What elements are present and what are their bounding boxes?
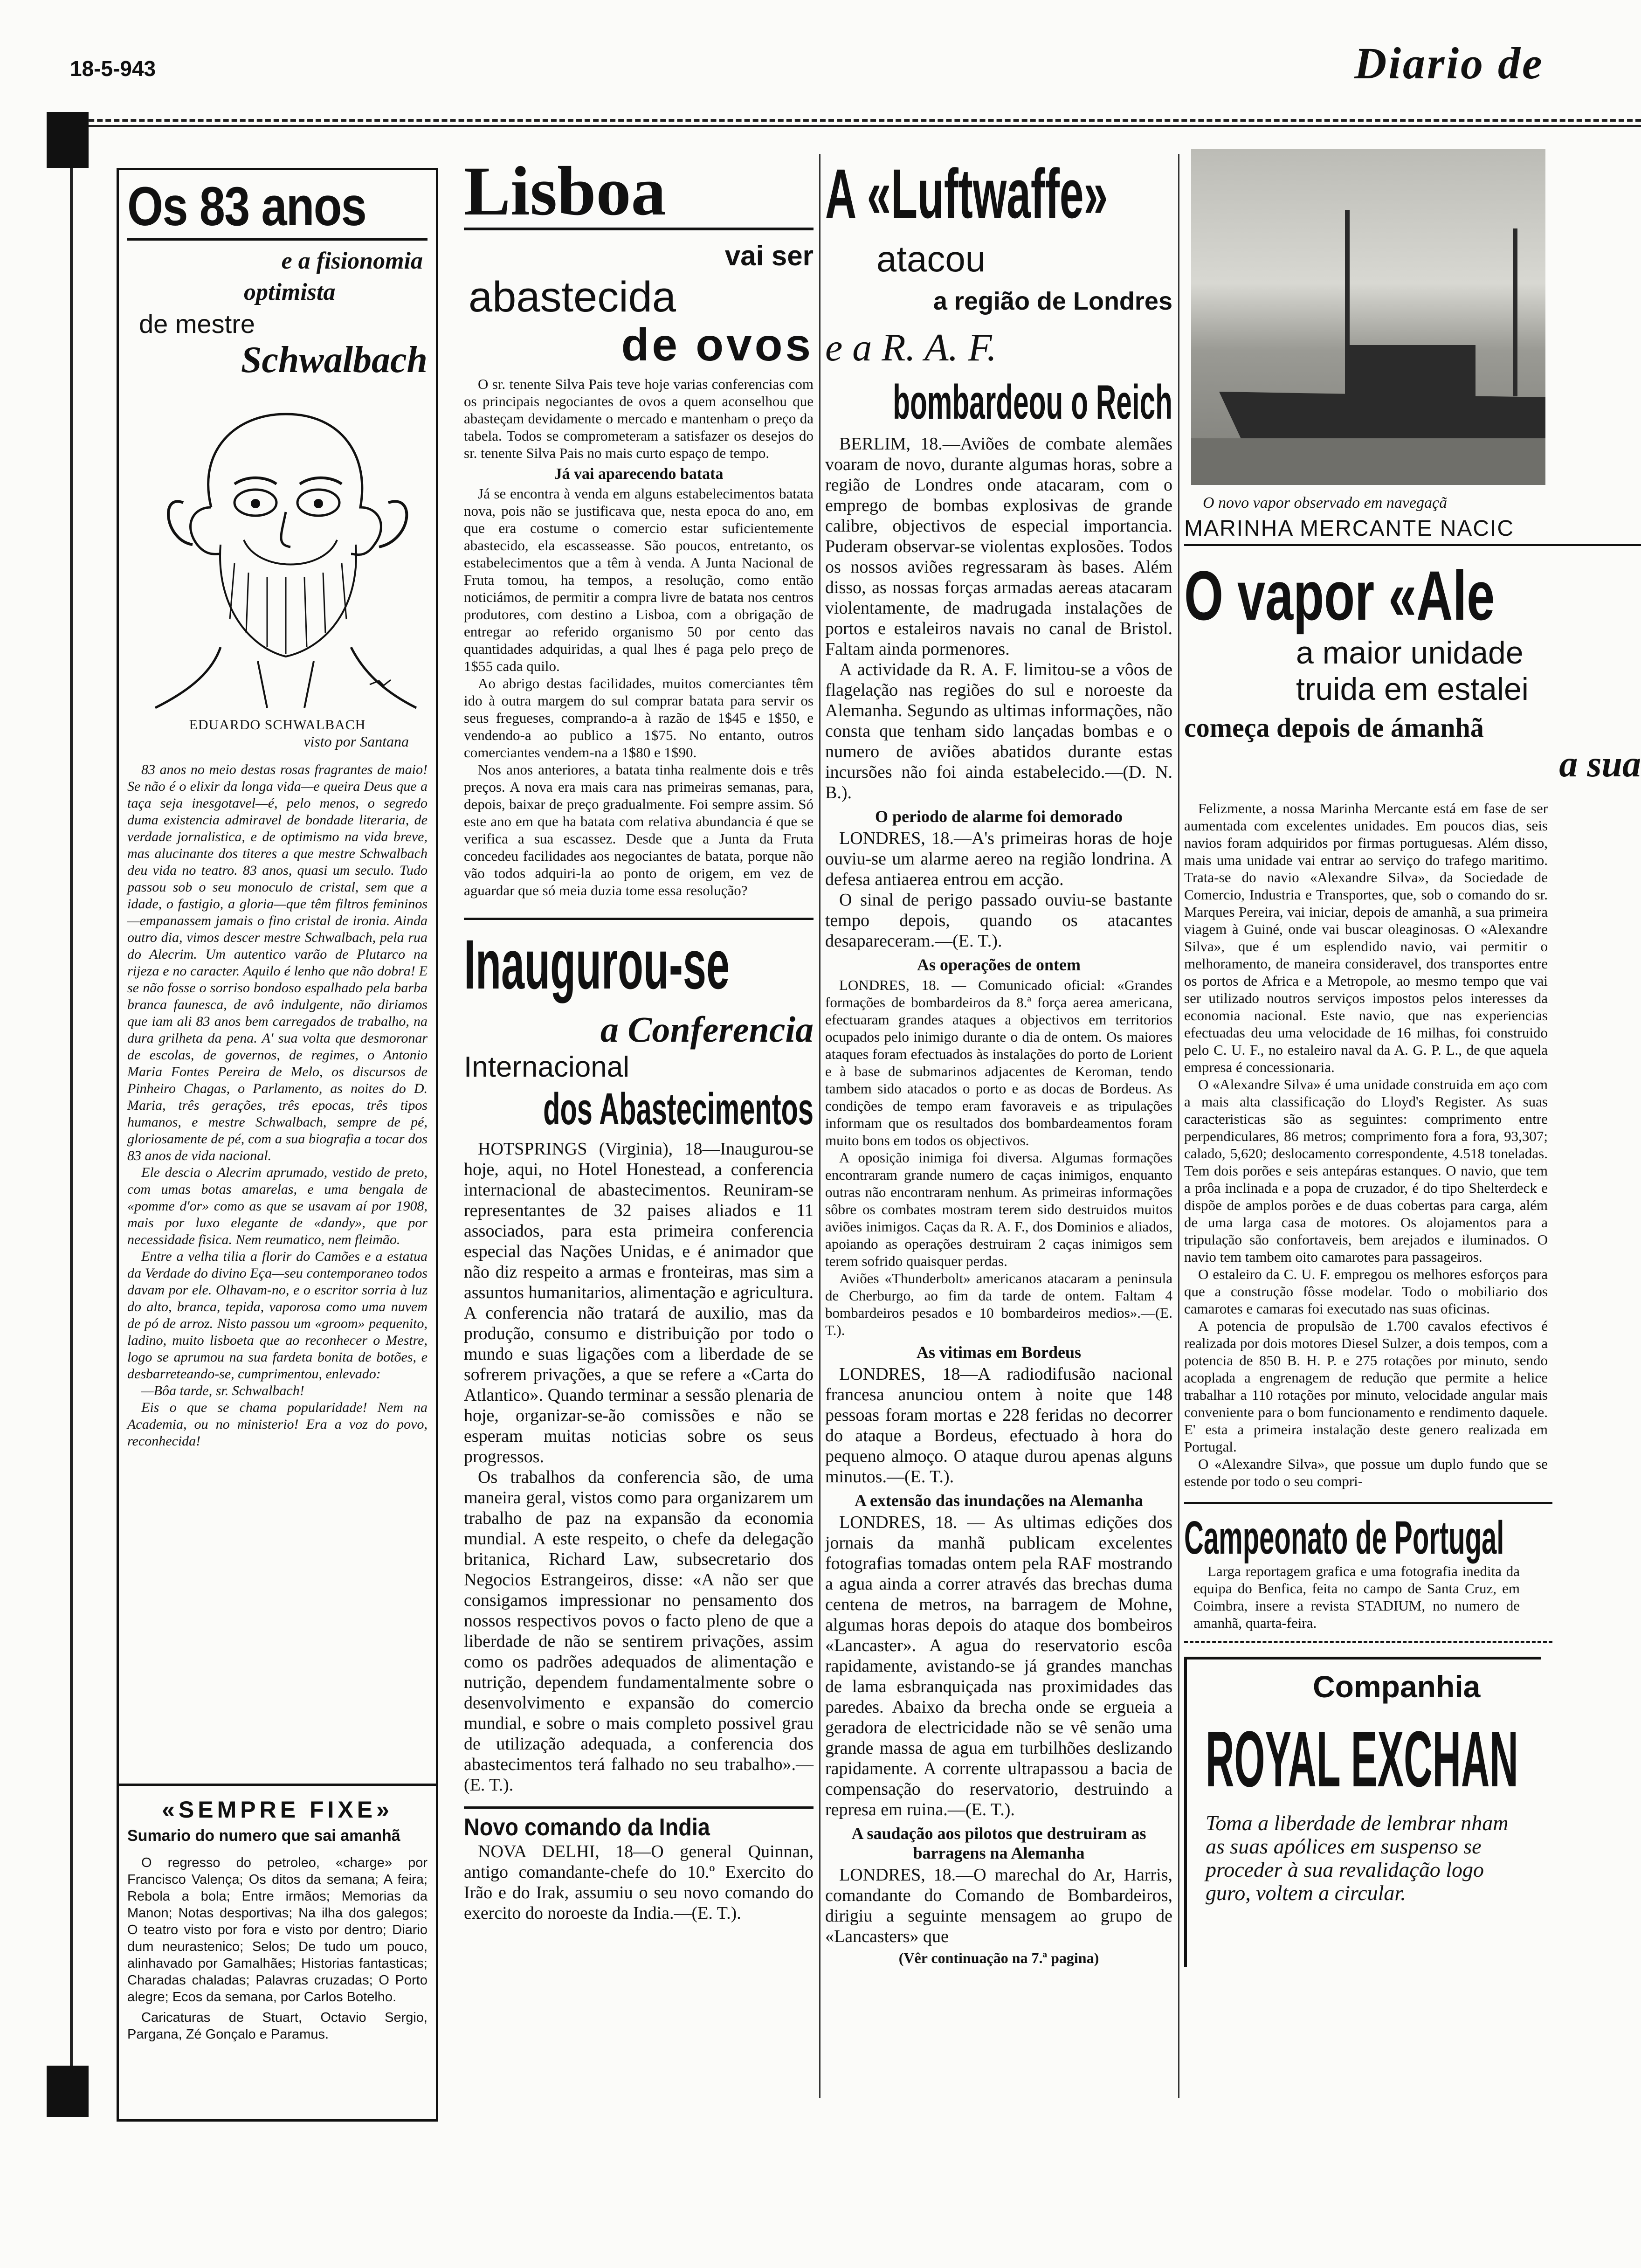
vapor-body: [1184, 800, 1548, 1490]
saudacao-body: [825, 1865, 1172, 1947]
headline-abastecida: abastecida: [469, 273, 676, 321]
inundacoes-body: [825, 1512, 1172, 1820]
headline-os-83-anos: Os 83 anos: [127, 176, 366, 237]
royal-exchange-ad: [1184, 1657, 1541, 1967]
headline-comeca: começa depois de ámanhã: [1184, 712, 1484, 743]
headline-lisboa: Lisboa: [464, 159, 814, 230]
paragraph: Ele descia o Alecrim aprumado, vestido de preto, com umas botas amarelas, e uma bengala de «pomme d'or» como as que se usavam aí por 1908, mais por luxo elegante de «dandy», que por necessidade fisica. Nem reumatico, nem fleimão.: [127, 1165, 427, 1247]
ship-superstructure: [1345, 345, 1476, 396]
ovos-body: [464, 375, 814, 462]
schwalbach-body: [127, 761, 427, 1450]
vapor-article: [1184, 149, 1641, 1967]
sempre-fixe-title: «SEMPRE FIXE»: [162, 1797, 393, 1823]
headline-bombardeou: bombardeou o Reich: [893, 375, 1172, 429]
paragraph: Eis o que se chama popularidade! Nem na Academia, ou no ministerio! Era a voz do povo, reconhecida!: [127, 1400, 427, 1449]
conferencia-article: [464, 925, 814, 1795]
sempre-fixe-box: [119, 1784, 436, 2053]
masthead: Diario de: [1354, 38, 1544, 88]
paragraph: A actividade da R. A. F. limitou-se a vôos de flagelação nas regiões do sul e noroeste da Alemanha. Segundo as ultimas informações, não consta que tenham sido lançadas bombas e o numero de aviões abatidos durante estas incursões não foi ainda estabelecido.—(D. N. B.).: [825, 660, 1172, 802]
india-body: [464, 1841, 814, 1923]
headline-vapor: O vapor «Ale: [1184, 556, 1495, 635]
margin-black-bar-top: [47, 112, 89, 168]
sea: [1191, 438, 1545, 485]
paragraph: LONDRES, 18.—A's primeiras horas de hoje ouviu-se um alarme aereo na região londrina. A defesa antiaerea entrou em acção.: [825, 829, 1172, 889]
berlim-body: [825, 434, 1172, 803]
sempre-fixe-body: [127, 1854, 427, 2043]
column-rule-3: [1178, 154, 1179, 2098]
headline-vai-ser: vai ser: [724, 240, 814, 271]
paragraph: Entre a velha tilia a florir do Camões e a estatua da Verdade do divino Eça—seu contemporaneo todos davam por ele. Olhavam-no, e o escritor sorria à luz do alto, branca, tepida, vaporosa como uma nuvem de pó de arroz. Nisto passou um «groom» pequenito, ladino, muito lisboeta que ao reconhecer o Mestre, logo se aprumou na sua fardeta bonita de botões, e desbarreteando-se, cumprimentou, enlevado:: [127, 1249, 427, 1382]
subhead-operacoes: As operações de ontem: [917, 955, 1081, 974]
top-rule-dashed: [47, 119, 1641, 122]
paragraph: A oposição inimiga foi diversa. Algumas formações encontraram grande numero de caças inimigos, enquanto outras não encontraram nenhum. As primeiras informações sôbre os combates mostram terem sido destruidos muitos aviões inimigos. Caças da R. A. F., dos Dominios e aliados, apoiando as operações destruiram 2 caças inimigos sem terem sofrido quaisquer perdas.: [825, 1149, 1172, 1269]
photo-caption: O novo vapor observado em navegaçã: [1203, 494, 1448, 512]
deck-de-mestre: de mestre: [139, 309, 255, 339]
luftwaffe-article: [825, 154, 1172, 1967]
paragraph: Felizmente, a nossa Marinha Mercante está em fase de ser aumentada com excelentes unidades. Em poucos dias, seis navios foram adquiridos por firmas portuguesas. Além disso, mais uma unidade vai entrar ao serviço do trafego maritimo. Trata-se do navio «Alexandre Silva», da Sociedade de Comercio, Industria e Transportes, que, sob o comando do sr. Marques Pereira, vai iniciar, depois de amanhã, a sua primeira viagem à Guiné, onde vai buscar oleaginosas. O «Alexandre Silva», que é um esplendido navio, vai permitir o melhoramento, de maneira consideravel, dos transportes entre os portos de Africa e a Metropole, ao mesmo tempo que vai ser utilizado noutros serviços impostos pelos interesses da economia nacional. Este navio, que nas experiencias efectuadas deu uma velocidade de 16 milhas, foi construido pelo C. U. F., no estaleiro naval da A. G. P. L., de que aquela empresa é concessionaria.: [1184, 800, 1548, 1075]
subhead-saudacao: A saudação aos pilotos que destruiram as barragens na Alemanha: [851, 1824, 1146, 1862]
headline-estaleiro: truida em estalei: [1296, 671, 1529, 707]
headline-campeonato: Campeonato de Portugal: [1184, 1512, 1504, 1564]
headline-a-sua: a sua: [1559, 744, 1641, 785]
batata-body: [464, 485, 814, 899]
headline-a-conferencia: a Conferencia: [600, 1009, 814, 1050]
paragraph: Caricaturas de Stuart, Octavio Sergio, Pargana, Zé Gonçalo e Paramus.: [127, 2010, 427, 2042]
deck-fisionomia: e a fisionomia: [281, 248, 423, 274]
paragraph: Já se encontra à venda em alguns estabelecimentos batata nova, pois não se justificava que, nesta epoca do ano, em que era costume o comercio estar suficientemente abastecido, ela escasseasse. São poucos, entretanto, os estabelecimentos que a têm à venda. A Junta Nacional de Fruta tomou, ha tempos, a resolução, como então noticiámos, de permitir a compra livre de batata nos centros produtores, com destino a Lisboa, com a obrigação de entregar ao referido organismo 50 por cento das quantidades adquiridas, a qual lhes é paga pelo preço de 1$55 cada quilo.: [464, 485, 814, 674]
paragraph: O sinal de perigo passado ouviu-se bastante tempo depois, quando os atacantes desapareceram.—(E. T.).: [825, 890, 1172, 951]
paragraph: Nos anos anteriores, a batata tinha realmente dois e três preços. A nova era mais cara nas primeiras semanas, para, depois, baixar de preço gradualmente. Foi sempre assim. Só este ano em que ha batata com relativa abundancia é que se verifica a sua escassez. Desde que a Junta da Fruta concedeu facilidades aos negociantes de batata, porque não vão todos adquiri-la ao ponto de origem, em vez de aguardar que só meia duzia tome essa resolução?: [464, 761, 814, 899]
top-rule: [47, 125, 1641, 127]
paragraph: NOVA DELHI, 18—O general Quinnan, antigo comandante-chefe do 10.º Exercito do Irão e do Irak, assumiu o seu novo comando do exercito do noroeste da India.—(E. T.).: [464, 1842, 814, 1923]
paragraph: BERLIM, 18.—Aviões de combate alemães voaram de novo, durante algumas horas, sobre a região de Londres onde atacaram, com o emprego de bombas explosivas de grande calibre, objectivos de especial importancia. Puderam observar-se violentas explosões. Todos os nossos aviões regressaram às bases. Além disso, as nossas forças armadas aereas atacaram violentamente, de madrugada instalações de portos e estaleiros navais no canal de Bristol. Faltam ainda pormenores.: [825, 434, 1172, 659]
margin-black-bar-bottom: [47, 2066, 89, 2117]
headline-raf: e a R. A. F.: [825, 326, 997, 369]
lisboa-ovos-article: [464, 152, 814, 1923]
paragraph: Os trabalhos da conferencia são, de uma maneira geral, vistos como para organizarem um trabalho de paz na expansão da economia mundial. A este respeito, o chefe da delegação britanica, Richard Law, subsecretario dos Negocios Estrangeiros, disse: «A não ser que consigamos impressionar no pensamento dos nossos respectivos povos o facto pleno de que a liberdade de não se sentirem privações, assim como os padrões adequados de alimentação e nutrição, dependem fundamentalmente sobre o desenvolvimento e expansão do comercio mundial, e sobre o mais completo possivel grau de utilização adequada, a conferencia dos abastecimentos terá falhado no seu trabalho».—(E. T.).: [464, 1467, 814, 1795]
paragraph: O «Alexandre Silva» é uma unidade construida em aço com a mais alta classificação do Lloyd's Register. As suas caracteristicas são as seguintes: comprimento entre perpendiculares, 86 metros; comprimento fora a fora, 93,307; calado, 5,620; deslocamento correspondente, 4.518 toneladas. Tem dois porões e seis antepáras estanques. O navio, que tem a prôa inclinada e a popa de cruzador, é do tipo Shelterdeck e dispõe de amplos porões e de duas cobertas para carga, além de uma larga casa de motores. Os alojamentos para a tripulação são confortaveis, bem arejados e iluminados. O navio tem tambem oito camarotes para passageiros.: [1184, 1076, 1548, 1265]
bordeus-body: [825, 1364, 1172, 1487]
headline-novo-comando: Novo comando da India: [464, 1814, 710, 1841]
campeonato-body: [1193, 1563, 1520, 1632]
headline-dos-abastecimentos: dos Abastecimentos: [543, 1084, 814, 1134]
conferencia-body: [464, 1139, 814, 1795]
column-rule-2: [819, 154, 820, 2098]
headline-regiao-londres: a região de Londres: [933, 287, 1172, 315]
ad-text: Toma a liberdade de lembrar nham as suas apólices em suspenso se proceder à sua revalidação logo guro, voltem a circular.: [1206, 1811, 1509, 1905]
deck-schwalbach: Schwalbach: [241, 339, 427, 380]
subhead-inundacoes: A extensão das inundações na Alemanha: [854, 1491, 1144, 1510]
ship-mast-fore: [1345, 210, 1350, 350]
headline-internacional: Internacional: [464, 1051, 630, 1083]
ad-companhia: Companhia: [1313, 1669, 1481, 1704]
schwalbach-article: [117, 168, 438, 2122]
caricature-drawing: [127, 386, 427, 712]
headline-inaugurou-se: Inaugurou-se: [464, 925, 730, 1003]
ad-royal-exchange: ROYAL EXCHAN: [1206, 1715, 1518, 1804]
headline-de-ovos: de ovos: [621, 319, 814, 370]
subhead-batata: Já vai aparecendo batata: [554, 465, 724, 483]
paragraph: O regresso do petroleo, «charge» por Francisco Valença; Os ditos da semana; A feira; Rebola a bola; Entre irmãos; Memorias da Manon; Notas desportivas; Na ilha dos galegos; O teatro visto por fora e visto por dentro; Diario dum neurastenico; Selos; De tudo um pouco, alinhavado por Gamalhães; Historias fantasticas; Charadas chaladas; Palavras cruzadas; O Porto alegre; Ecos da semana, por Carlos Botelho.: [127, 1855, 427, 2005]
paragraph: HOTSPRINGS (Virginia), 18—Inaugurou-se hoje, aqui, no Hotel Honestead, a conferencia internacional de abastecimentos. Reuniram-se representantes de 32 paises aliados e 11 associados, para esta primeira conferencia especial das Nações Unidas, e é animador que não diz respeito a armas e fronteiras, mas sim a assuntos humanitarios, alimentação e agricultura. A conferencia não tratará de auxilio, mas da produção, consumo e distribuição por todo o mundo e suas ligações com a liberdade de se sofrerem privações, a que se refere a «Carta do Atlantico». Quando terminar a sessão plenaria de hoje, organizar-se-ão comissões e não se esperam muitas noticias sobre os seus progressos.: [464, 1139, 814, 1466]
paragraph: LONDRES, 18—A radiodifusão nacional francesa anunciou ontem à noite que 148 pessoas foram mortas e 228 feridas no decorrer do ataque a Bordeus, efectuado à hora do pequeno almoço. O ataque durou apenas alguns minutos.—(E. T.).: [825, 1364, 1172, 1487]
paragraph: 83 anos no meio destas rosas fragrantes de maio! Se não é o elixir da longa vida—e queira Deus que a taça seja inesgotavel—é, pelo menos, o segredo duma existencia admiravel de bondade literaria, de verdade jornalistica, e de optimismo na vida breve, mas alucinante dos titeres a que mestre Schwalbach deu vida no teatro. 83 anos, quasi um seculo. Tudo passou sob o seu monoculo de cristal, sem que a idade, o fastigio, a gloria—que têm filtros femininos—empanassem jamais o fino cristal de ironia. Ainda outro dia, vimos descer mestre Schwalbach, pela rua do Alecrim. Um autentico varão de Plutarco na rijeza e no caracter. Aquilo é lenho que não dobra! E se não fosse o sorriso bondoso espalhado pela barba branca faunesca, de avô indulgente, não diriamos que iam ali 83 anos bem carregados de trabalho, na dura grilheta da pena. A' sua volta que desmoronar de escolas, de governos, de regimes, o Antonio Maria Fontes Pereira de Melo, os discursos de Pinheiro Chagas, o Parlamento, as noites do D. Maria, três gerações, três epocas, três tipos humanos, e mestre Schwalbach, sempre de pé, gloriosamente de pé, com a sua biografia a tocar dos 83 anos de vida nacional.: [127, 762, 427, 1163]
paragraph: —Bôa tarde, sr. Schwalbach!: [141, 1383, 304, 1398]
page-date: 18-5-943: [70, 56, 156, 81]
sempre-fixe-subtitle: Sumario do numero que sai amanhã: [127, 1827, 400, 1845]
caricature-caption-artist: visto por Santana: [303, 733, 409, 750]
headline-maior-unidade: a maior unidade: [1296, 635, 1524, 671]
paragraph: Larga reportagem grafica e uma fotografia inedita da equipa do Benfica, feita no campo de Santa Cruz, em Coimbra, insere a revista STADIUM, no numero de amanhã, quarta-feira.: [1193, 1563, 1520, 1631]
paragraph: Ao abrigo destas facilidades, muitos comerciantes têm ido à outra margem do sul comprar batata para servir os seus fregueses, comprando-a à razão de 1$45 e 1$50, e vendendo-a ao publico a 1$75. No entanto, outros comerciantes vendem-na a 1$80 e 1$90.: [464, 675, 814, 761]
kicker-marinha: MARINHA MERCANTE NACIC: [1184, 516, 1641, 546]
headline-luftwaffe: A «Luftwaffe»: [825, 154, 1108, 233]
operacoes-body: [825, 976, 1172, 1339]
paragraph: A potencia de propulsão de 1.700 cavalos efectivos é realizada por dois motores Diesel Sulzer, a dois tempos, com a potencia de 850 B. H. P. e 275 rotações por minuto, sendo acoplada a engrenagem de redução que permite a helice trabalhar a 110 rotações por minuto, velocidade angular mais conveniente para o bom funcionamento e rendimento daquele. E' esta a primeira instalação deste genero realizada em Portugal.: [1184, 1318, 1548, 1455]
paragraph: O «Alexandre Silva», que possue um duplo fundo que se estende por todo o seu compri-: [1184, 1456, 1548, 1489]
caricature-caption-name: EDUARDO SCHWALBACH: [189, 717, 366, 733]
ship-mast-aft: [1513, 228, 1517, 396]
paragraph: LONDRES, 18. — Comunicado oficial: «Grandes formações de bombardeiros da 8.ª força aerea americana, efectuaram grandes ataques a objectivos em territorios ocupados pelo inimigo durante o dia de ontem. Os maiores ataques foram efectuados às instalações do porto de Lorient e à base de submarinos adjacentes de Keroman, tendo tambem sido atacados o porto e as docas de Bordeus. As condições de tempo eram favoraveis e as tripulações informam que os resultados dos bombardeamentos foram muito bons em todos os objectivos.: [825, 977, 1172, 1148]
paragraph: Aviões «Thunderbolt» americanos atacaram a peninsula de Cherburgo, ao fim da tarde de ontem. Faltam 4 bombardeiros pesados e 10 bombardeiros medios».—(E. T.).: [825, 1270, 1172, 1338]
left-margin-rule: [70, 168, 73, 2066]
alarme-body: [825, 828, 1172, 951]
subhead-alarme: O periodo de alarme foi demorado: [875, 807, 1123, 826]
ship-photo: [1191, 149, 1545, 485]
deck-optimista: optimista: [244, 279, 336, 305]
headline-atacou: atacou: [876, 238, 986, 279]
paragraph: O sr. tenente Silva Pais teve hoje varias conferencias com os principais negociantes de ovos a quem aconselhou que abasteçam devidamente o mercado e mantenham o preço da tabela. Todos se comprometeram a satisfazer os desejos do sr. tenente Silva Pais no mais curto espaço de tempo.: [464, 376, 814, 461]
paragraph: LONDRES, 18.—O marechal do Ar, Harris, comandante do Comando de Bombardeiros, dirigiu a seguinte mensagem ao grupo de «Lancasters» que: [825, 1865, 1172, 1946]
paragraph: O estaleiro da C. U. F. empregou os melhores esforços para que a construção fôsse modelar. Todo o mobiliario dos camarotes e camaras foi executado nas suas oficinas.: [1184, 1266, 1548, 1317]
continuation-note: (Vêr continuação na 7.ª pagina): [898, 1950, 1099, 1966]
subhead-bordeus: As vitimas em Bordeus: [917, 1343, 1081, 1362]
paragraph: LONDRES, 18. — As ultimas edições dos jornais da manhã publicam excelentes fotografias tomadas ontem pela RAF mostrando a agua ainda a correr através das brechas duma centena de metros, na barragem de Mohne, algumas horas depois do ataque dos bombeiros «Lancaster». A agua do reservatorio escôa rapidamente, avistando-se já grandes manchas de lama esbranquiçada nas proximidades das paredes. Abaixo da brecha onde se ergueia a geradora de electricidade não se vê senão uma grande massa de agua em turbilhões deslizando rapidamente. A corrente ultrapassou a bacia de compensação do reservatorio, destruindo a represa em ruina.—(E. T.).: [825, 1513, 1172, 1819]
